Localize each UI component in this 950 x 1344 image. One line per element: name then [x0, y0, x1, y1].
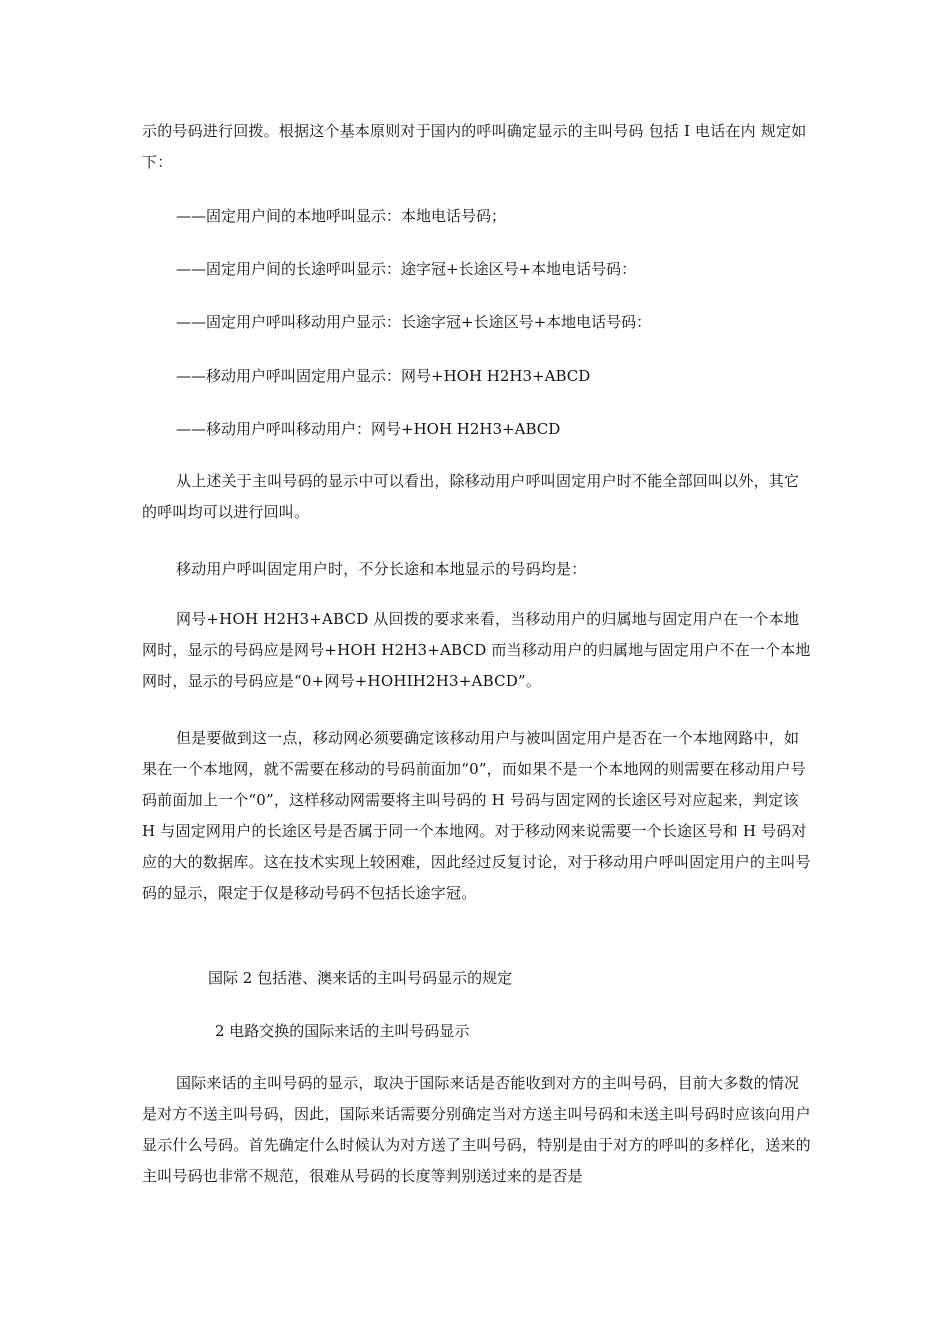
list-item: ——移动用户呼叫移动用户：网号+HOH H2H3+ABCD [176, 420, 561, 438]
list-item: ——固定用户间的本地呼叫显示：本地电话号码； [176, 207, 507, 225]
list-item: ——固定用户呼叫移动用户显示：长途字冠+长途区号+本地电话号码： [176, 313, 652, 331]
paragraph-callback-summary: 从上述关于主叫号码的显示中可以看出，除移动用户呼叫固定用户时不能全部回叫以外，其它的呼叫均可以进行回叫。 [142, 472, 800, 521]
paragraph-callback-requirement: 网号+HOH H2H3+ABCD 从回拨的要求来看，当移动用户的归属地与固定用户在一个本地网时，显示的号码应是网号+HOH H2H3+ABCD 而当移动用户的归属地与固定用户不在一个本地网时，显示的号码应是“0+网号+HOHIH2H3+ABCD”。 [142, 610, 811, 690]
list-item: ——移动用户呼叫固定用户显示：网号+HOH H2H3+ABCD [176, 367, 591, 385]
paragraph-mobile-to-fixed: 移动用户呼叫固定用户时，不分长途和本地显示的号码均是： [176, 560, 587, 578]
paragraph-international-calls: 国际来话的主叫号码的显示，取决于国际来话是否能收到对方的主叫号码，目前大多数的情况是对方不送主叫号码，因此，国际来话需要分别确定当对方送主叫号码和未送主叫号码时应该向用户显示什么号码。首先确定什么时候认为对方送了主叫号码，特别是由于对方的呼叫的多样化，送来的主叫号码也非常不规范，很难从号码的长度等判别送过来的是否是 [142, 1074, 811, 1185]
list-item: ——固定用户间的长途呼叫显示：途字冠+长途区号+本地电话号码： [176, 260, 637, 278]
section-heading: 国际 2 包括港、澳来话的主叫号码显示的规定 [208, 969, 513, 987]
paragraph-mobile-network: 但是要做到这一点，移动网必须要确定该移动用户与被叫固定用户是否在一个本地网路中，如果在一个本地网，就不需要在移动的号码前面加“0”，而如果不是一个本地网的则需要在移动用户号码前面加上一个“0”，这样移动网需要将主叫号码的 H 号码与固定网的长途区号对应起来，判定该 H 与固定网用户的长途区号是否属于同一个本地网。对于移动网来说需要一个长途区号和 H 号码对应的大的数据库。这在技术实现上较困难，因此经过反复讨论，对于移动用户呼叫固定用户的主叫号码的显示，限定于仅是移动号码不包括长途字冠。 [142, 729, 811, 902]
intro-paragraph: 示的号码进行回拨。根据这个基本原则对于国内的呼叫确定显示的主叫号码 包括 I 电话在内 规定如下： [142, 122, 807, 171]
subsection-heading: 2 电路交换的国际来话的主叫号码显示 [215, 1022, 470, 1040]
